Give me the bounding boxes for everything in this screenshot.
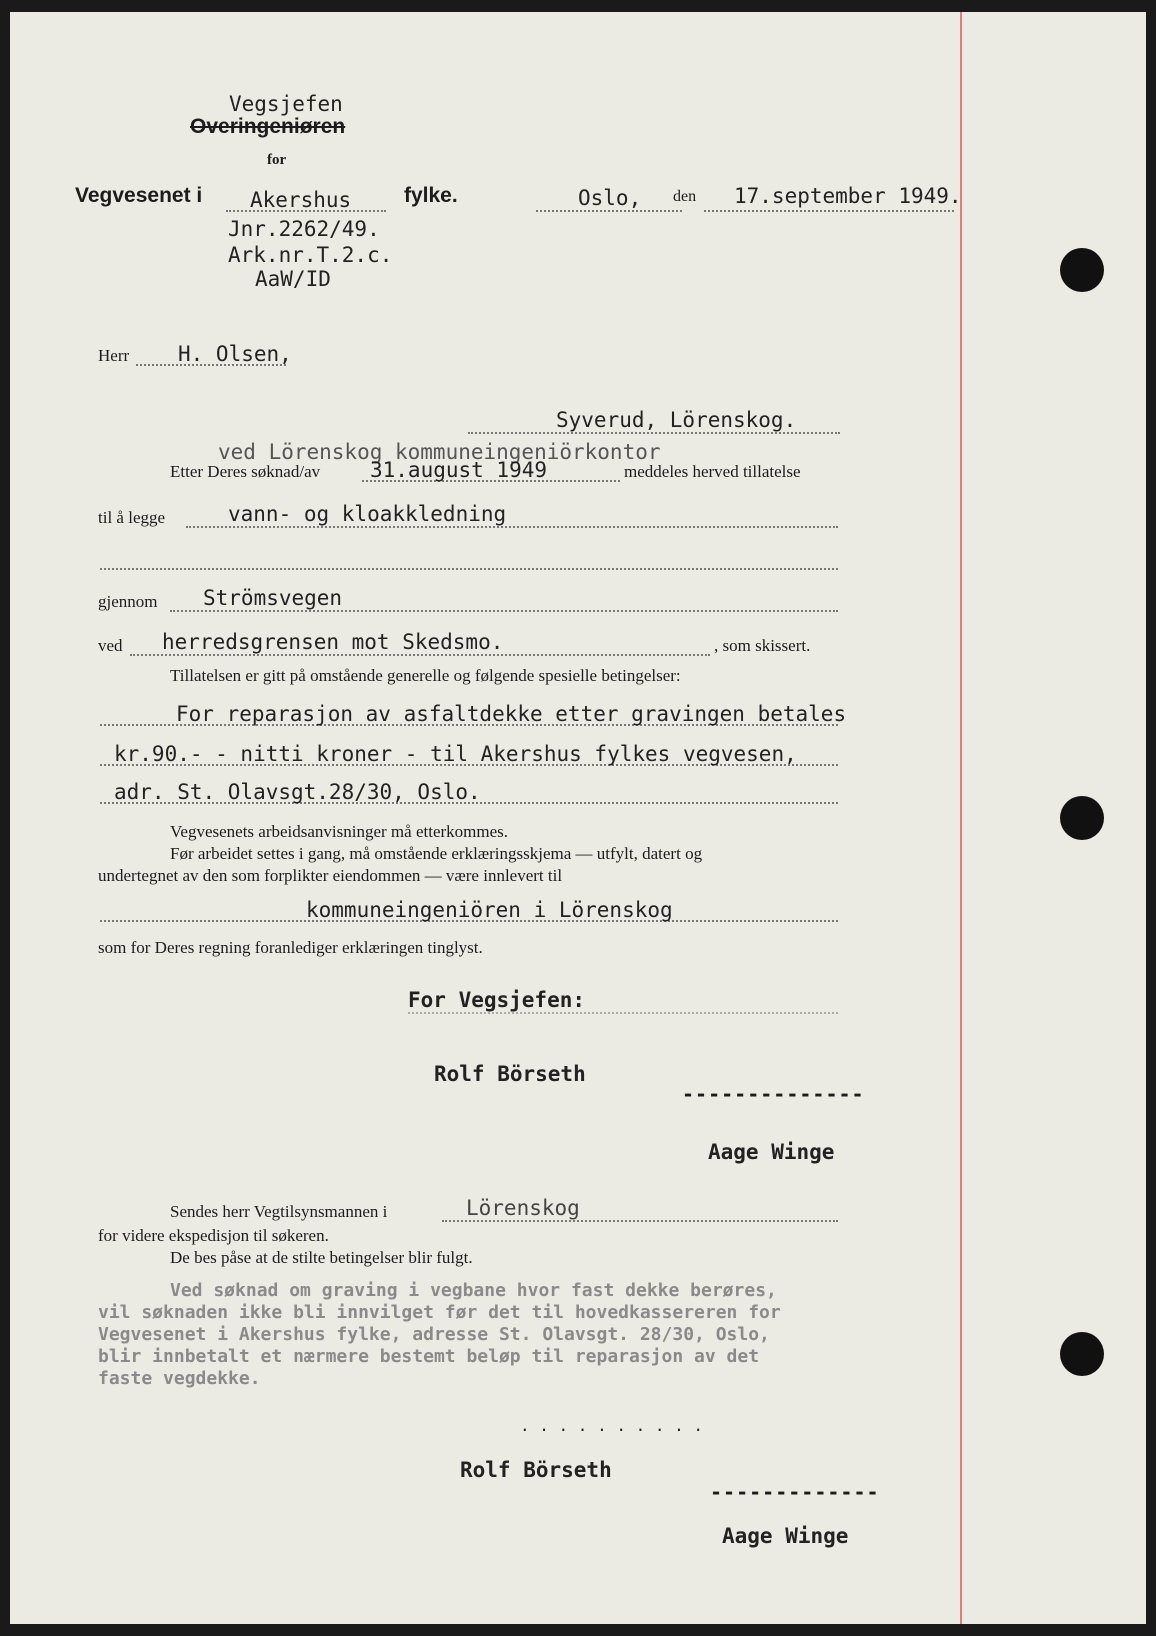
- cosignatory-name: Aage Winge: [708, 1140, 835, 1164]
- place-dots: [536, 210, 682, 212]
- fylke-label: fylke.: [404, 184, 458, 207]
- forwarding-line-2: for videre ekspedisjon til søkeren.: [98, 1226, 329, 1245]
- office-title-printed: Overingeniøren: [190, 115, 346, 138]
- signature-dots: [408, 1012, 838, 1014]
- condition-line: For reparasjon av asfaltdekke etter gravingen betales: [176, 702, 847, 726]
- punch-hole: [1060, 1332, 1104, 1376]
- legge-label: til å legge: [98, 508, 166, 527]
- forwarding-line-3: De bes påse at de stilte betingelser blir fulgt.: [170, 1248, 473, 1267]
- signature-dots-2: . . . . . . . . . .: [520, 1416, 704, 1435]
- work-dots: [186, 526, 838, 528]
- skissert-label: , som skissert.: [714, 636, 811, 655]
- gjennom-label: gjennom: [98, 592, 158, 611]
- signatory-name-2: Rolf Börseth: [460, 1458, 612, 1482]
- journal-number: Jnr.2262/49.: [228, 217, 380, 241]
- forward-place-dots: [442, 1220, 838, 1222]
- initials: AaW/ID: [255, 267, 331, 291]
- recipient-name: H. Olsen,: [178, 342, 292, 366]
- office-title-typed: Vegsjefen: [229, 92, 343, 116]
- address-dots: [468, 432, 840, 434]
- via-office: ved Lörenskog kommuneingeniörkontor: [218, 440, 661, 464]
- instruction-1: Vegvesenets arbeidsanvisninger må etterkommes.: [170, 822, 509, 841]
- for-vegsjefen: For Vegsjefen:: [408, 988, 586, 1012]
- letter-date: 17.september 1949.: [734, 184, 962, 208]
- recipient-address: Syverud, Lörenskog.: [556, 408, 797, 432]
- stamp-notice-line: vil søknaden ikke bli innvilget før det til hovedkassereren for: [98, 1302, 781, 1323]
- instruction-4: som for Deres regning foranlediger erklæringen tinglyst.: [98, 938, 483, 957]
- herr-label: Herr: [98, 346, 130, 365]
- stamp-notice-line: Vegvesenet i Akershus fylke, adresse St. Olavsgt. 28/30, Oslo,: [98, 1324, 770, 1345]
- stamp-notice-line: Ved søknad om graving i vegbane hvor fast dekke berøres,: [170, 1280, 777, 1301]
- instruction-3: undertegnet av den som forplikter eiendommen — være innlevert til: [98, 866, 563, 885]
- forwarding-place: Lörenskog: [466, 1196, 580, 1220]
- location: herredsgrensen mot Skedsmo.: [162, 630, 504, 654]
- instruction-2: Før arbeidet settes i gang, må omstående erklæringsskjema — utfylt, datert og: [170, 844, 703, 863]
- condition-line: kr.90.- - nitti kroner - til Akershus fylkes vegvesen,: [114, 742, 797, 766]
- margin-line: [960, 12, 962, 1624]
- conditions-intro: Tillatelsen er gitt på omstående generelle og følgende spesielle betingelser:: [170, 666, 681, 685]
- street: Strömsvegen: [203, 586, 343, 610]
- punch-hole: [1060, 248, 1104, 292]
- meddeles-label: meddeles herved tillatelse: [624, 462, 801, 481]
- punch-hole: [1060, 796, 1104, 840]
- etter-label: Etter Deres søknad/av: [170, 462, 321, 481]
- work-description: vann- og kloakkledning: [228, 502, 507, 526]
- county: Akershus: [250, 188, 352, 212]
- deliver-to: kommuneingeniören i Lörenskog: [306, 898, 673, 922]
- signatory-name: Rolf Börseth: [434, 1062, 586, 1086]
- archive-number: Ark.nr.T.2.c.: [228, 243, 393, 267]
- document-page: [10, 12, 1146, 1624]
- condition-line: adr. St. Olavsgt.28/30, Oslo.: [114, 780, 481, 804]
- ved-label: ved: [98, 636, 123, 655]
- signature-dashes: --------------: [682, 1082, 865, 1106]
- stamp-notice-line: blir innbetalt et nærmere bestemt beløp til reparasjon av det: [98, 1346, 760, 1367]
- location-dots: [130, 654, 710, 656]
- forwarding-line-1: Sendes herr Vegtilsynsmannen i: [170, 1202, 388, 1221]
- place: Oslo,: [578, 186, 642, 210]
- date-dots: [704, 210, 954, 212]
- application-date: 31.august 1949: [370, 458, 548, 482]
- stamp-notice-line: faste vegdekke.: [98, 1368, 261, 1389]
- blank-line: [100, 568, 838, 570]
- signature-dashes-2: -------------: [710, 1480, 880, 1504]
- for-label: for: [267, 152, 287, 168]
- street-dots: [170, 610, 838, 612]
- agency-label: Vegvesenet i: [75, 184, 203, 207]
- den-label: den: [673, 188, 697, 205]
- cosignatory-name-2: Aage Winge: [722, 1524, 849, 1548]
